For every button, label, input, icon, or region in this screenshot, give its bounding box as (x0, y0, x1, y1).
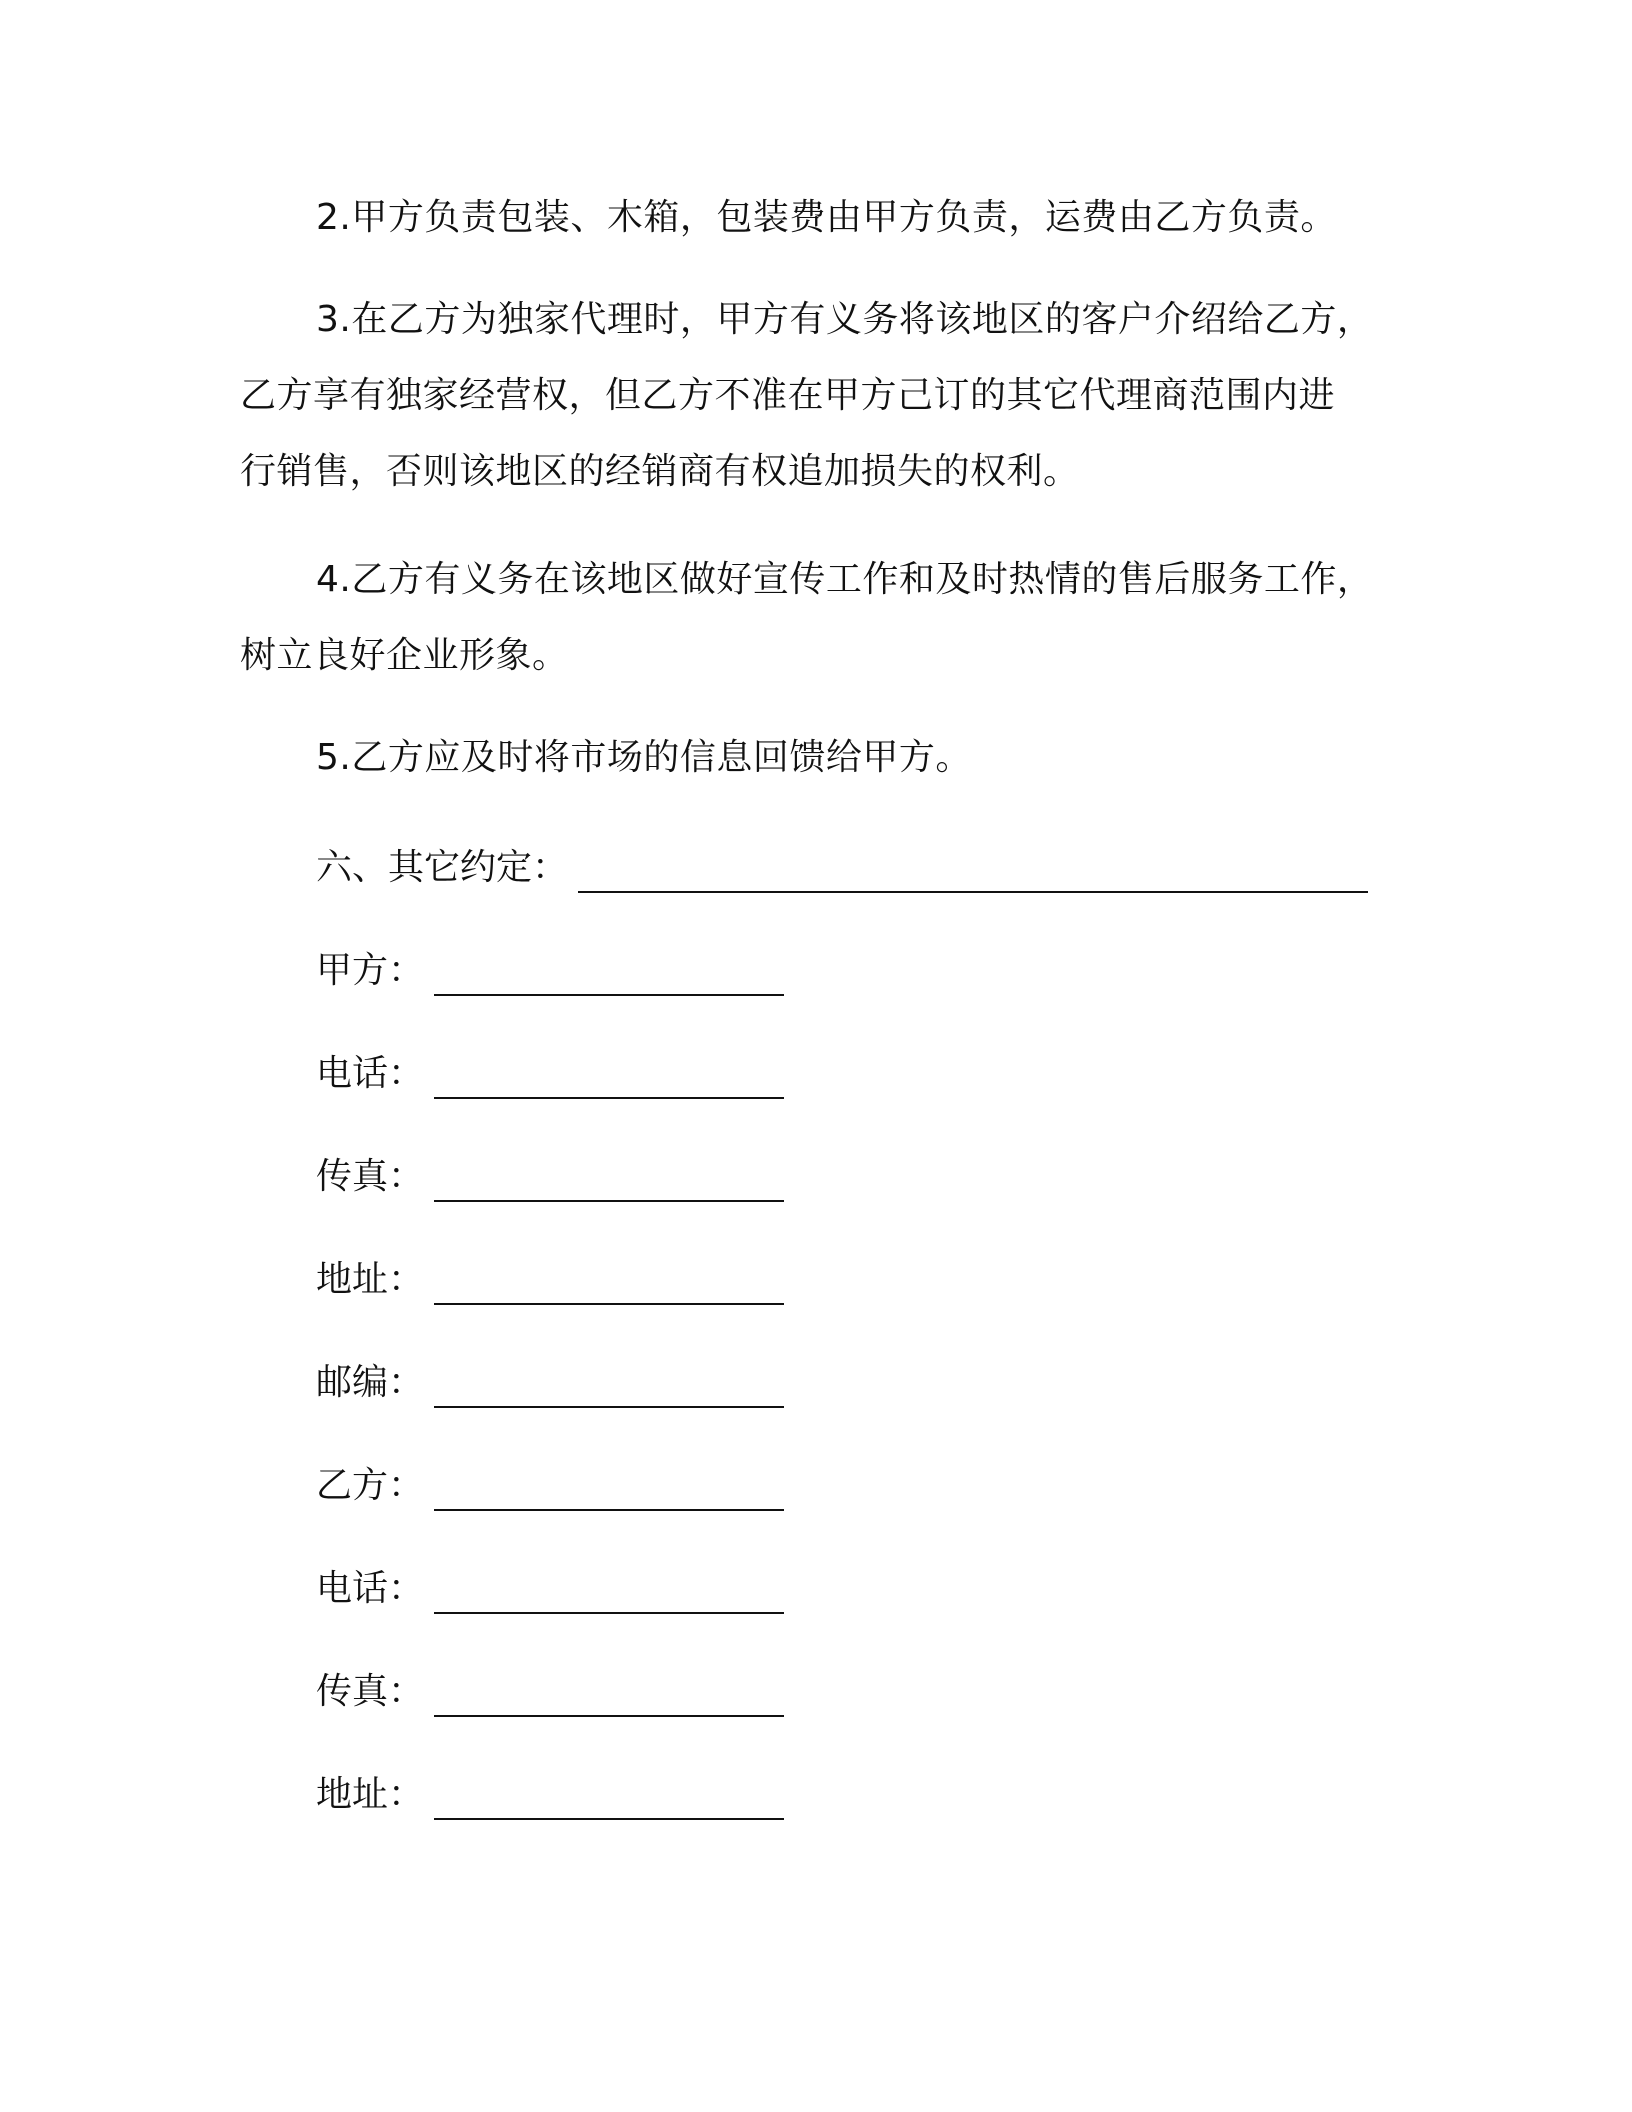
party-b-fax-label: 传真： (316, 1671, 425, 1712)
party-b-name-field (316, 1461, 784, 1511)
party-b-phone-label: 电话： (316, 1568, 425, 1609)
party-b-address-blank-line[interactable] (434, 1780, 784, 1820)
party-a-address-field (316, 1255, 784, 1305)
clause-3-line-1: 3.在乙方为独家代理时，甲方有义务将该地区的客户介绍给乙方， (316, 299, 1374, 340)
other-agreement-blank-line[interactable] (578, 853, 1368, 893)
party-b-address-field (316, 1770, 784, 1820)
party-a-phone-label: 电话： (316, 1053, 425, 1094)
clause-4 (240, 542, 1390, 694)
clause-5 (240, 720, 1390, 796)
clause-3 (240, 282, 1390, 510)
party-a-fax-field (316, 1152, 784, 1202)
party-b-name-label: 乙方： (316, 1465, 425, 1506)
party-b-address-label: 地址： (316, 1774, 425, 1815)
party-a-name-blank-line[interactable] (434, 956, 784, 996)
party-b-phone-blank-line[interactable] (434, 1574, 784, 1614)
clause-4-line-2: 树立良好企业形象。 (240, 635, 569, 676)
party-b-fax-field (316, 1667, 784, 1717)
party-a-phone-field (316, 1049, 784, 1099)
party-a-postcode-label: 邮编： (316, 1362, 425, 1403)
party-a-postcode-field (316, 1358, 784, 1408)
party-a-postcode-blank-line[interactable] (434, 1368, 784, 1408)
clause-4-line-1: 4.乙方有义务在该地区做好宣传工作和及时热情的售后服务工作， (316, 559, 1374, 600)
clause-5-text: 5.乙方应及时将市场的信息回馈给甲方。 (316, 737, 972, 778)
clause-2-text: 2.甲方负责包装、木箱，包装费由甲方负责，运费由乙方负责。 (316, 197, 1337, 238)
clause-3-line-3: 行销售，否则该地区的经销商有权追加损失的权利。 (240, 451, 1080, 492)
party-a-address-label: 地址： (316, 1259, 425, 1300)
clause-3-line-2: 乙方享有独家经营权，但乙方不准在甲方己订的其它代理商范围内进 (240, 375, 1336, 416)
party-a-address-blank-line[interactable] (434, 1265, 784, 1305)
party-a-phone-blank-line[interactable] (434, 1059, 784, 1099)
party-b-phone-field (316, 1564, 784, 1614)
party-a-name-label: 甲方： (316, 950, 425, 991)
party-b-fax-blank-line[interactable] (434, 1677, 784, 1717)
party-b-name-blank-line[interactable] (434, 1471, 784, 1511)
party-a-fax-label: 传真： (316, 1156, 425, 1197)
party-a-fax-blank-line[interactable] (434, 1162, 784, 1202)
other-agreement-field (316, 843, 1368, 893)
other-agreement-label: 六、其它约定： (316, 847, 569, 888)
clause-2 (240, 180, 1390, 256)
party-a-name-field (316, 946, 784, 996)
